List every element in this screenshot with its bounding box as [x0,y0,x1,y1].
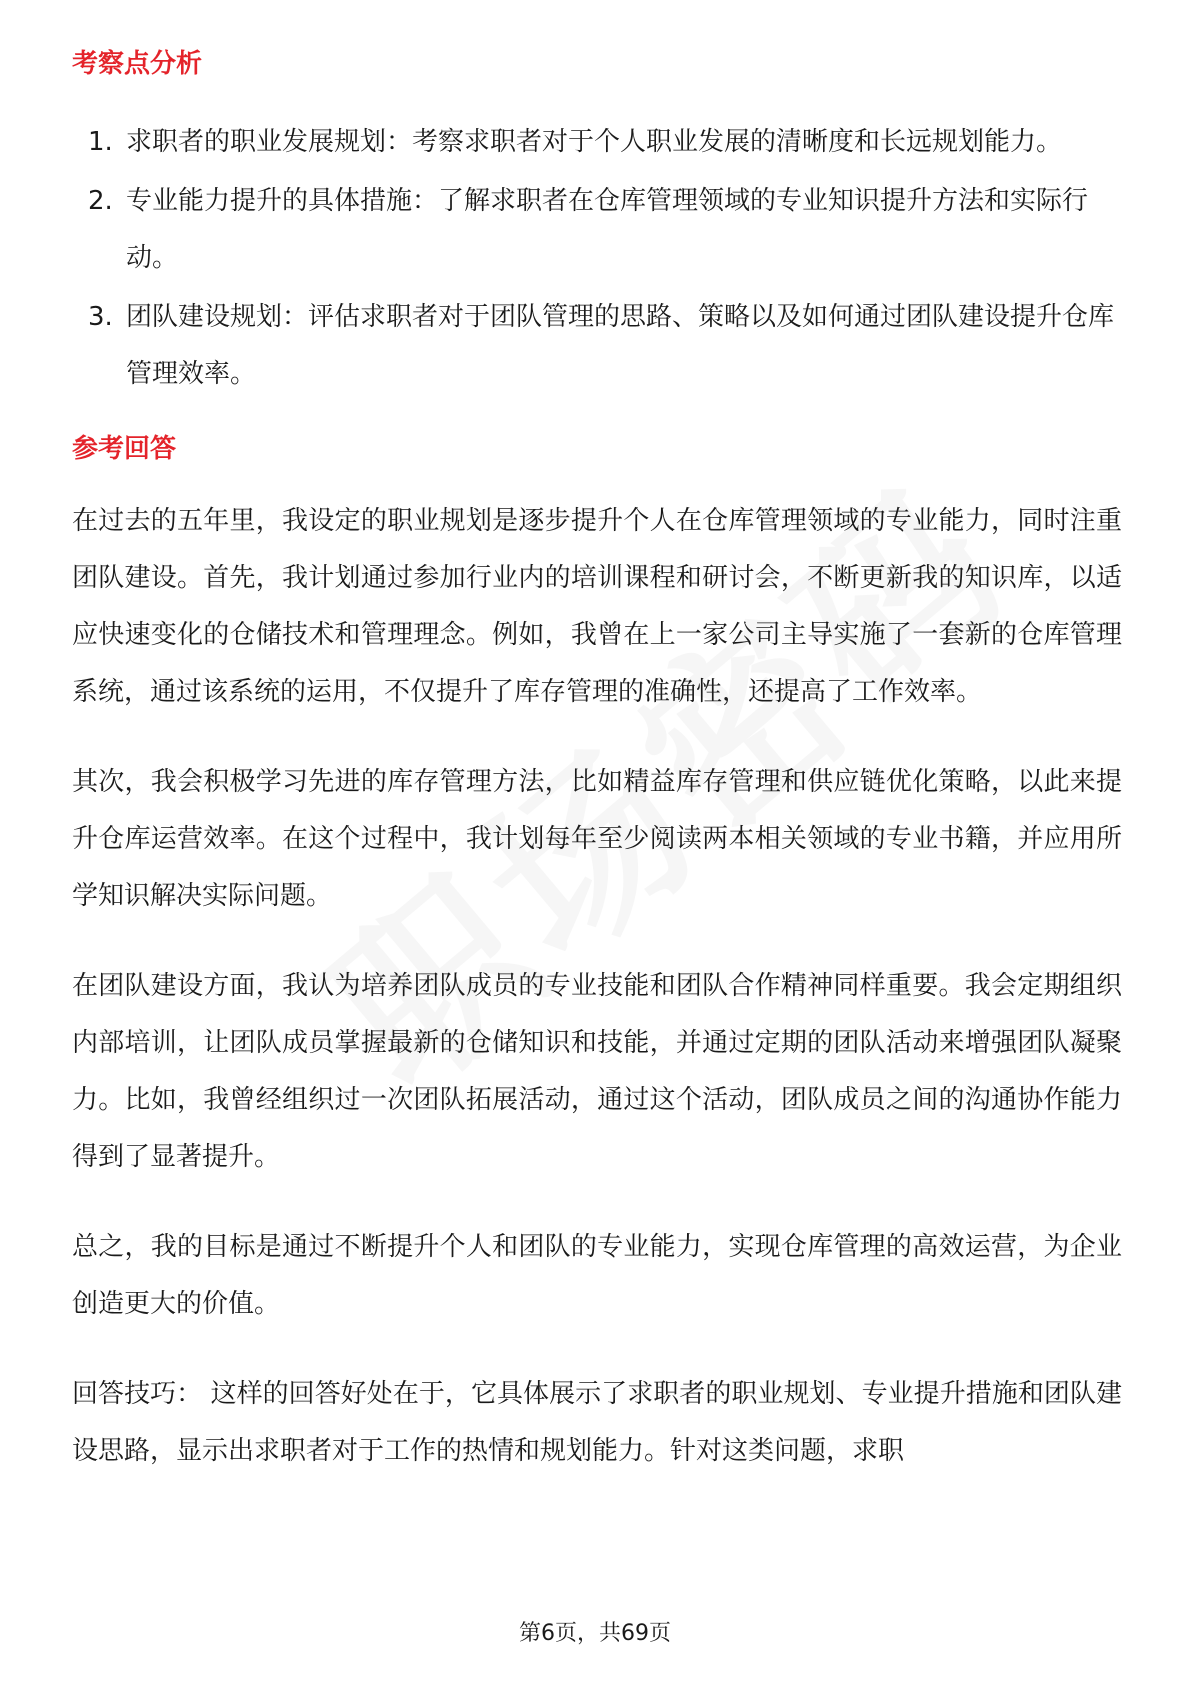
page-content [72,44,1122,1513]
list-item-text: 专业能力提升的具体措施：了解求职者在仓库管理领域的专业知识提升方法和实际行动。 [126,186,1089,273]
analysis-list [72,114,1122,403]
answer-paragraph: 其次，我会积极学习先进的库存管理方法，比如精益库存管理和供应链优化策略，以此来提升仓库运营效率。在这个过程中，我计划每年至少阅读两本相关领域的专业书籍，并应用所学知识解决实际问题。 [72,767,1122,911]
answer-heading: 参考回答 [72,434,177,464]
list-item-number: 2. [88,186,113,216]
list-item-number: 3. [88,302,113,332]
list-item [72,173,1122,287]
analysis-heading: 考察点分析 [72,49,203,79]
list-item [72,114,1122,171]
list-item-number: 1. [88,127,113,157]
answer-tips-paragraph: 回答技巧： 这样的回答好处在于，它具体展示了求职者的职业规划、专业提升措施和团队建设思路，显示出求职者对于工作的热情和规划能力。针对这类问题，求职 [72,1379,1122,1466]
list-item-text: 团队建设规划：评估求职者对于团队管理的思路、策略以及如何通过团队建设提升仓库管理效率。 [126,302,1115,389]
answer-paragraph: 在过去的五年里，我设定的职业规划是逐步提升个人在仓库管理领域的专业能力，同时注重团队建设。首先，我计划通过参加行业内的培训课程和研讨会，不断更新我的知识库，以适应快速变化的仓储技术和管理理念。例如，我曾在上一家公司主导实施了一套新的仓库管理系统，通过该系统的运用，不仅提升了库存管理的准确性，还提高了工作效率。 [72,506,1122,707]
page-number: 第6页，共69页 [519,1621,671,1646]
answer-paragraph: 总之，我的目标是通过不断提升个人和团队的专业能力，实现仓库管理的高效运营，为企业创造更大的价值。 [72,1232,1122,1319]
list-item-text: 求职者的职业发展规划：考察求职者对于个人职业发展的清晰度和长远规划能力。 [126,127,1063,157]
list-item [72,289,1122,403]
answer-paragraph: 在团队建设方面，我认为培养团队成员的专业技能和团队合作精神同样重要。我会定期组织内部培训，让团队成员掌握最新的仓储知识和技能，并通过定期的团队活动来增强团队凝聚力。比如，我曾经组织过一次团队拓展活动，通过这个活动，团队成员之间的沟通协作能力得到了显著提升。 [72,971,1122,1172]
